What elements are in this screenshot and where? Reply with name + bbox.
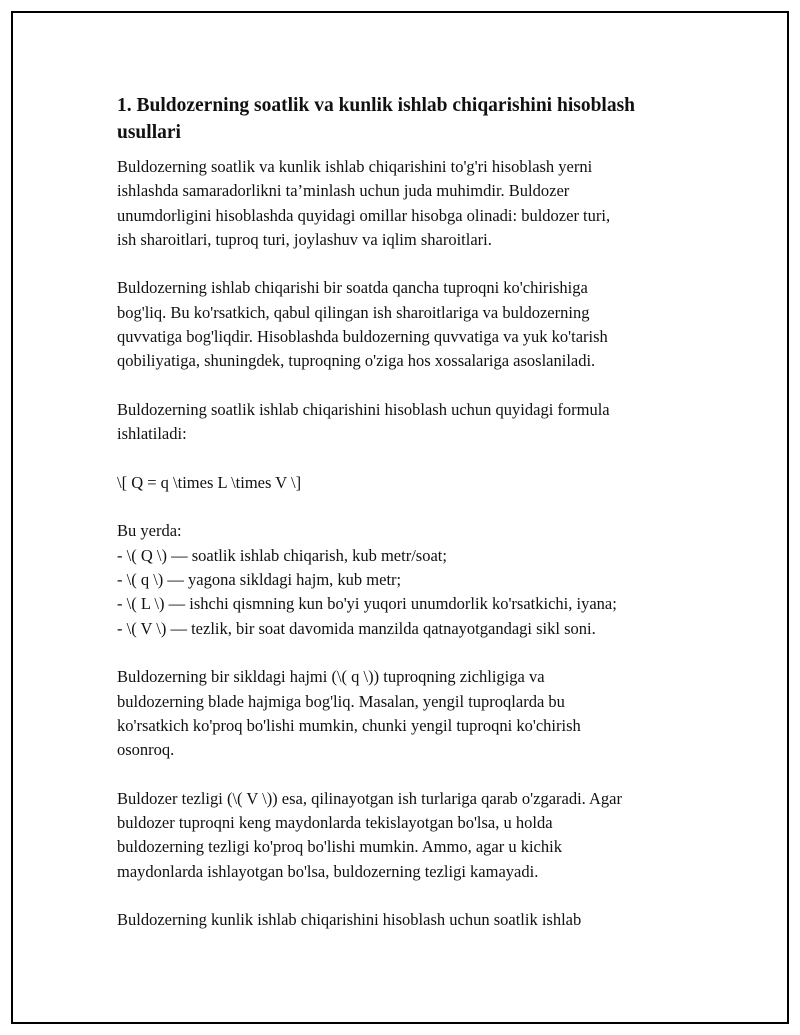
- text-line: Buldozerning soatlik va kunlik ishlab chiqarishini to'g'ri hisoblash yerni: [117, 157, 593, 176]
- text-line: Buldozerning bir sikldagi hajmi (\( q \)) tuproqning zichligiga va: [117, 667, 545, 687]
- text-line: ishlatiladi:: [117, 424, 187, 444]
- list-item: - \( Q \) — soatlik ishlab chiqarish, kub metr/soat;: [117, 545, 447, 565]
- paragraph-formula-intro: [117, 398, 687, 447]
- text-line: Bu yerda:: [117, 521, 182, 541]
- document-body: [117, 92, 687, 957]
- text-line: ko'rsatkich ko'proq bo'lishi mumkin, chunki yengil tuproqni ko'chirish: [117, 715, 581, 735]
- text-line: ishlashda samaradorlikni ta’minlash uchun juda muhimdir. Buldozer: [117, 181, 570, 201]
- text-line: maydonlarda ishlayotgan bo'lsa, buldozerning tezligi kamayadi.: [117, 861, 539, 881]
- list-item: - \( L \) — ishchi qismning kun bo'yi yuqori unumdorlik ko'rsatkichi, iyana;: [117, 594, 617, 614]
- text-line: ish sharoitlari, tuproq turi, joylashuv va iqlim sharoitlari.: [117, 229, 492, 249]
- text-line: Buldozerning soatlik ishlab chiqarishini hisoblash uchun quyidagi formula: [117, 399, 610, 419]
- text-line: bog'liq. Bu ko'rsatkich, qabul qilingan ish sharoitlariga va buldozerning: [117, 302, 590, 322]
- text-line: Buldozerning ishlab chiqarishi bir soatda qancha tuproqni ko'chirishiga: [117, 278, 588, 298]
- list-item: - \( V \) — tezlik, bir soat davomida manzilda qatnayotgandagi sikl soni.: [117, 618, 596, 638]
- text-line: buldozer tuproqni keng maydonlarda tekislayotgan bo'lsa, u holda: [117, 813, 553, 833]
- text-line: Buldozerning kunlik ishlab chiqarishini hisoblash uchun soatlik ishlab: [117, 910, 582, 930]
- text-line: buldozerning blade hajmiga bog'liq. Masalan, yengil tuproqlarda bu: [117, 691, 565, 711]
- paragraph-daily: [117, 908, 687, 932]
- heading-line: 1. Buldozerning soatlik va kunlik ishlab chiqarishini hisoblash: [117, 95, 636, 116]
- formula-line: \[ Q = q \times L \times V \]: [117, 472, 302, 492]
- paragraph-production: [117, 276, 687, 373]
- heading-line: usullari: [117, 122, 181, 143]
- paragraph-intro: [117, 155, 687, 252]
- text-line: osonroq.: [117, 740, 175, 760]
- list-item: - \( q \) — yagona sikldagi hajm, kub metr;: [117, 570, 402, 590]
- text-line: buldozerning tezligi ko'proq bo'lishi mumkin. Ammo, agar u kichik: [117, 837, 562, 857]
- paragraph-speed: [117, 787, 687, 884]
- variable-definitions: [117, 519, 687, 640]
- section-heading: [117, 92, 687, 146]
- text-line: unumdorligini hisoblashda quyidagi omillar hisobga olinadi: buldozer turi,: [117, 205, 611, 225]
- text-line: qobiliyatiga, shuningdek, tuproqning o'ziga hos xossalariga asoslaniladi.: [117, 351, 596, 371]
- text-line: Buldozer tezligi (\( V \)) esa, qilinayotgan ish turlariga qarab o'zgaradi. Agar: [117, 788, 622, 808]
- text-line: quvvatiga bog'liqdir. Hisoblashda buldozerning quvvatiga va yuk ko'tarish: [117, 327, 608, 347]
- formula: [117, 471, 687, 495]
- paragraph-cycle-volume: [117, 665, 687, 762]
